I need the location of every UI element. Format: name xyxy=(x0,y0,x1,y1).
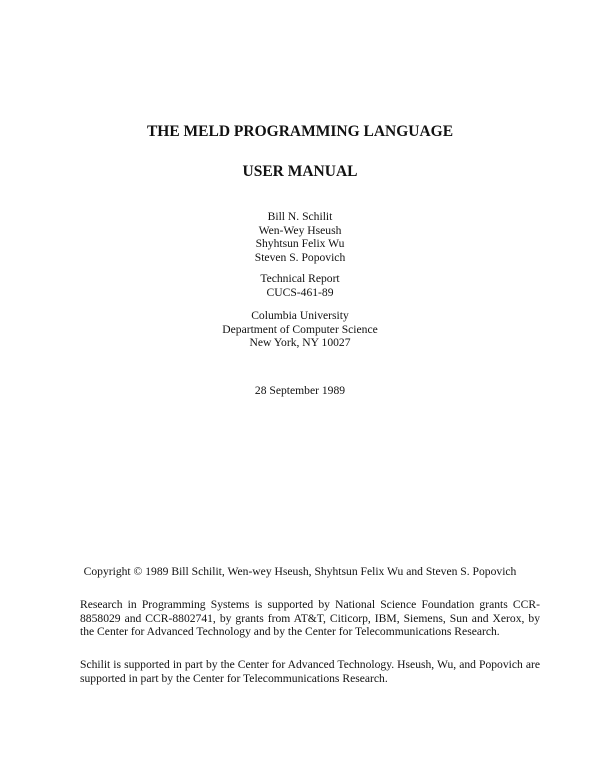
copyright-notice: Copyright © 1989 Bill Schilit, Wen-wey Hseush, Shyhtsun Felix Wu and Steven S. Popovich xyxy=(83,565,517,578)
author-name: Wen-Wey Hseush xyxy=(258,223,342,237)
report-number: CUCS-461-89 xyxy=(266,285,334,299)
funding-paragraph: Research in Programming Systems is supported by National Science Foundation grants CCR-8858029 and CCR-8802741, by grants from AT&T, Citicorp, IBM, Siemens, Sun and Xerox, by the Center for Advanced Technology and by the Center for Telecommunications Research. xyxy=(80,598,540,639)
author-list xyxy=(0,210,600,264)
author-name: Bill N. Schilit xyxy=(267,210,333,223)
report-info xyxy=(0,272,600,299)
department-name: Department of Computer Science xyxy=(222,322,378,336)
document-title: THE MELD PROGRAMMING LANGUAGE xyxy=(146,123,454,140)
publication-date: 28 September 1989 xyxy=(254,384,346,397)
author-name: Steven S. Popovich xyxy=(254,250,346,264)
support-paragraph: Schilit is supported in part by the Center for Advanced Technology. Hseush, Wu, and Popovich are supported in part by the Center for Telecommunications Research. xyxy=(80,658,540,685)
author-name: Shyhtsun Felix Wu xyxy=(255,237,345,251)
report-type: Technical Report xyxy=(260,272,340,285)
institution-info xyxy=(0,309,600,350)
institution-address: New York, NY 10027 xyxy=(249,336,351,350)
document-subtitle: USER MANUAL xyxy=(242,163,358,180)
university-name: Columbia University xyxy=(251,309,349,322)
